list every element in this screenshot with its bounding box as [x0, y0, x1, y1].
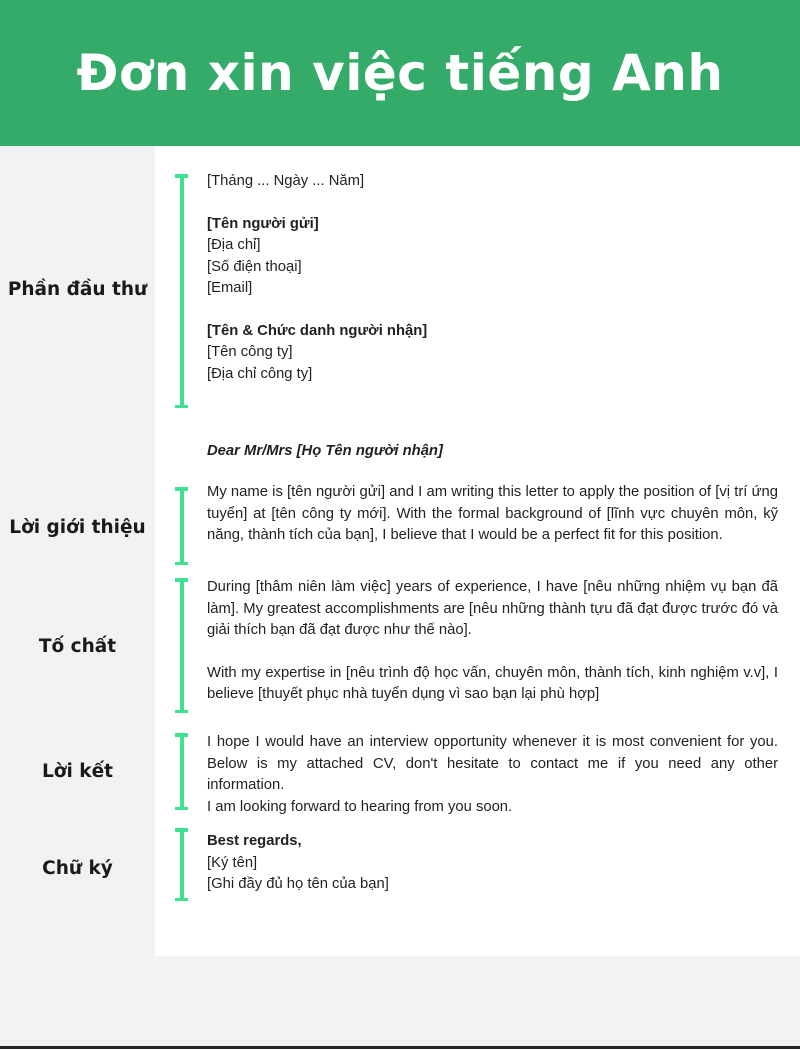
sidebar-item-loi-ket: Lời kết: [42, 761, 113, 782]
sender-address: [Địa chỉ]: [207, 237, 261, 253]
letter-date: [Tháng ... Ngày ... Năm]: [207, 173, 365, 189]
bracket-bottom-cap-icon: [175, 710, 188, 714]
sidebar-item-chu-ky: Chữ ký: [42, 858, 113, 879]
page-title: Đơn xin việc tiếng Anh: [76, 43, 724, 102]
signature-block: [207, 831, 778, 896]
sender-email: [Email]: [207, 280, 253, 296]
section-bracket-loi-gioi-thieu: [175, 487, 188, 565]
intro-block: [207, 482, 778, 547]
bracket-stem-icon: [180, 174, 184, 408]
intro-paragraph: My name is [tên người gửi] and I am writing this letter to apply the position of [vị trí ứng tuyển] at [tên công ty mới]. With the formal background of [lĩnh vực chuyên môn, kỹ năng, thành tích của bạn], I believe that I would be a perfect fit for this position.: [207, 484, 778, 543]
section-bracket-chu-ky: [175, 828, 188, 901]
recipient-name-title: [Tên & Chức danh người nhận]: [207, 322, 428, 339]
signature-fullname: [Ghi đầy đủ họ tên của bạn]: [207, 876, 389, 892]
salutation: Dear Mr/Mrs [Họ Tên người nhận]: [207, 443, 443, 459]
closing-paragraph: I hope I would have an interview opportunity whenever it is most convenient for you. Below is my attached CV, don't hesitate to contact me if you need any other information.: [207, 734, 778, 793]
bracket-bottom-cap-icon: [175, 405, 188, 409]
qualities-block: [207, 577, 778, 706]
bracket-bottom-cap-icon: [175, 562, 188, 566]
sidebar-item-loi-gioi-thieu: Lời giới thiệu: [9, 517, 146, 538]
sidebar-item-phan-dau-thu: Phần đầu thư: [7, 279, 148, 300]
spacer: [207, 642, 778, 663]
bracket-stem-icon: [180, 828, 184, 901]
bracket-stem-icon: [180, 733, 184, 810]
page-header-banner: [0, 0, 800, 146]
bracket-stem-icon: [180, 578, 184, 713]
salutation-block: [207, 441, 778, 463]
signature-sign-here: [Ký tên]: [207, 854, 258, 871]
section-bracket-loi-ket: [175, 733, 188, 810]
signature-best-regards: Best regards,: [207, 833, 302, 849]
bracket-bottom-cap-icon: [175, 898, 188, 902]
qualities-paragraph-1: During [thâm niên làm việc] years of experience, I have [nêu những nhiệm vụ bạn đã làm]. My greatest accomplishments are [nêu những thành tựu đã đạt được trước đó và giải thích bạn đã đạt được như thế nào].: [207, 579, 778, 638]
bottom-gray-strip: [0, 956, 800, 1049]
recipient-address: [Địa chỉ công ty]: [207, 365, 313, 382]
body-area: [0, 146, 800, 1049]
section-label-sidebar: [0, 146, 155, 956]
recipient-company: [Tên công ty]: [207, 344, 293, 360]
spacer: [207, 300, 778, 321]
sender-name: [Tên người gửi]: [207, 215, 319, 232]
section-bracket-to-chat: [175, 578, 188, 713]
closing-block: [207, 732, 778, 818]
section-bracket-phan-dau-thu: [175, 174, 188, 408]
bracket-bottom-cap-icon: [175, 807, 188, 811]
sidebar-item-to-chat: Tố chất: [38, 636, 117, 657]
qualities-paragraph-2: With my expertise in [nêu trình độ học vấn, chuyên môn, thành tích, kinh nghiệm v.v], I believe [thuyết phục nhà tuyển dụng vì sao bạn lại phù hợp]: [207, 664, 778, 702]
sender-phone: [Số điện thoại]: [207, 258, 302, 275]
letter-header-block: [207, 171, 778, 385]
closing-line: I am looking forward to hearing from you soon.: [207, 798, 513, 815]
bracket-stem-icon: [180, 487, 184, 565]
spacer: [207, 193, 778, 214]
